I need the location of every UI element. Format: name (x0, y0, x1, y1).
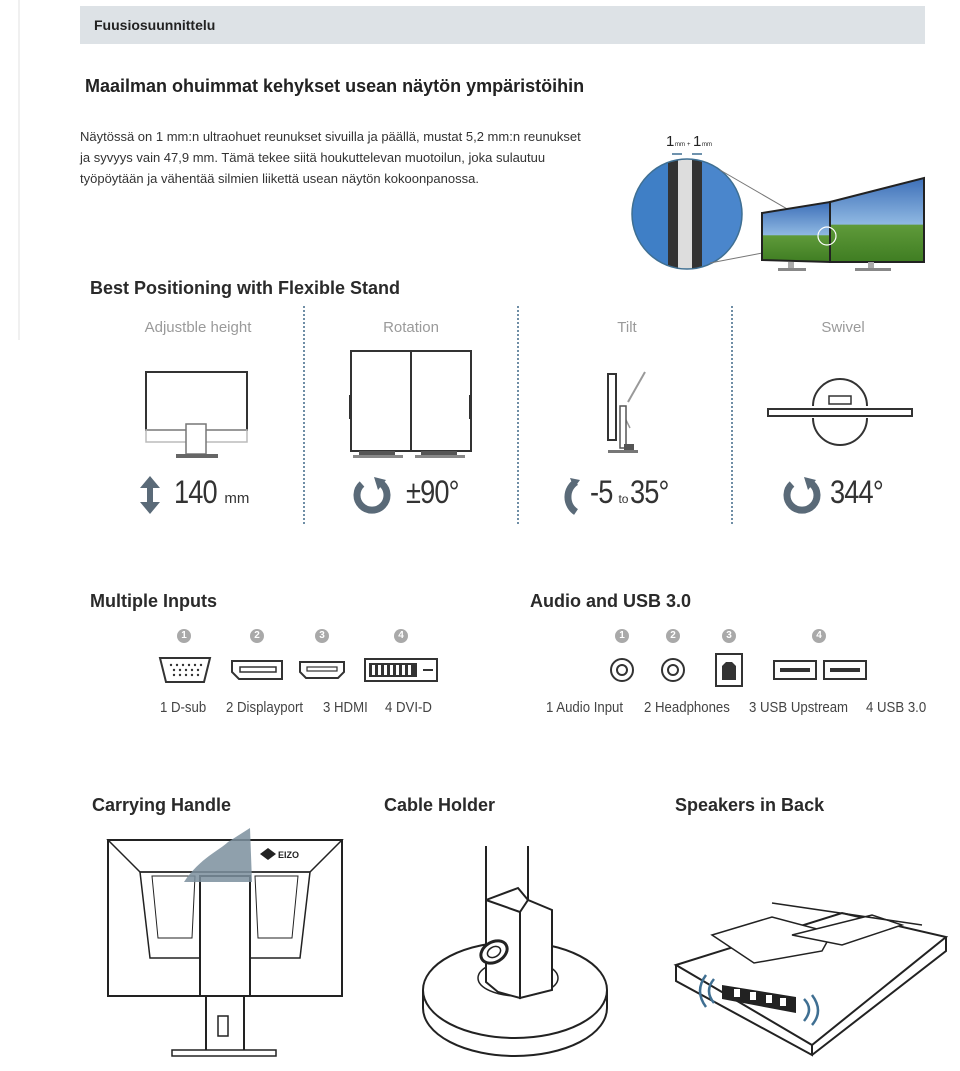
input-number-badge: 4 (394, 629, 408, 643)
usb-label: 3 USB Upstream (749, 699, 849, 716)
eizo-logo-text: EIZO (278, 850, 300, 860)
input-number-badge: 3 (315, 629, 329, 643)
usb3-port-icon (772, 659, 868, 681)
left-edge-line (18, 0, 20, 340)
audio-number-badge: 1 (615, 629, 629, 643)
bezel-illustration (630, 128, 930, 278)
swivel-illustration (765, 378, 915, 438)
bezel-a: 1 (666, 133, 675, 150)
cable-holder-title: Cable Holder (384, 795, 496, 815)
tilt-from: -5 (590, 474, 613, 510)
speakers-illustration (672, 895, 952, 1060)
tilt-illustration (598, 368, 658, 463)
intro-paragraph (80, 126, 628, 189)
bezel-plus: + (687, 142, 691, 148)
column-divider (303, 306, 305, 524)
tilt-label: Tilt (617, 319, 637, 336)
audio-number-badge: 4 (812, 629, 826, 643)
intro-line: ja syvyys vain 47,9 mm. Tämä tekee siitä houkuttelevan muotoilun, joka sulautuu (80, 150, 546, 165)
bezel-b-unit: mm (702, 142, 712, 148)
carrying-handle-title: Carrying Handle (92, 795, 232, 815)
bezel-a-unit: mm (675, 142, 685, 148)
cable-holder-illustration (420, 840, 620, 1065)
swivel-label: Swivel (821, 319, 865, 336)
swivel-number: 344° (830, 474, 883, 510)
height-number: 140 (174, 474, 217, 510)
dsub-port-icon (157, 655, 213, 685)
section-header-bar (80, 6, 925, 44)
carrying-handle-illustration (100, 828, 350, 1063)
audio-input-jack-icon (609, 657, 635, 683)
column-divider (517, 306, 519, 524)
input-label: 4 DVI-D (385, 699, 432, 716)
height-label: Adjustble height (144, 319, 252, 336)
hdmi-port-icon (298, 660, 346, 680)
audio-number-badge: 2 (666, 629, 680, 643)
headphone-jack-icon (660, 657, 686, 683)
inputs-title: Multiple Inputs (90, 591, 217, 611)
tilt-to: 35° (630, 474, 670, 510)
audio-usb-title: Audio and USB 3.0 (530, 591, 692, 611)
rotate-icon (352, 476, 392, 516)
input-number-badge: 1 (177, 629, 191, 643)
swivel-icon (782, 476, 822, 516)
rotation-number: ±90° (406, 474, 459, 510)
audio-number-badge: 3 (722, 629, 736, 643)
input-label: 3 HDMI (323, 699, 368, 716)
tilt-arc-icon (560, 478, 580, 516)
input-label: 2 Displayport (226, 699, 304, 716)
column-divider (731, 306, 733, 524)
section-title: Fuusiosuunnittelu (94, 17, 216, 33)
input-number-badge: 2 (250, 629, 264, 643)
stand-title: Best Positioning with Flexible Stand (90, 278, 401, 298)
audio-label: 1 Audio Input (546, 699, 624, 716)
usb-upstream-port-icon (714, 652, 744, 688)
rotation-label: Rotation (383, 319, 439, 336)
tilt-to-word: to (618, 492, 629, 506)
height-illustration (140, 368, 260, 463)
height-unit: mm (224, 490, 250, 507)
audio-label: 2 Headphones (644, 699, 730, 716)
rotation-illustration (345, 345, 480, 463)
input-label: 1 D-sub (160, 699, 207, 716)
up-down-arrow-icon (140, 476, 160, 514)
usb-label: 4 USB 3.0 (866, 699, 927, 716)
displayport-icon (230, 659, 284, 681)
intro-line: työpöytään ja vähentää silmien liikettä usean näytön kokoonpanossa. (80, 171, 479, 186)
speakers-title: Speakers in Back (675, 795, 825, 815)
intro-line: Näytössä on 1 mm:n ultraohuet reunukset sivuilla ja päällä, mustat 5,2 mm:n reunukset (80, 129, 581, 144)
bezel-b: 1 (693, 133, 702, 150)
intro-heading: Maailman ohuimmat kehykset usean näytön ympäristöihin (85, 76, 585, 96)
dvi-port-icon (363, 657, 439, 683)
